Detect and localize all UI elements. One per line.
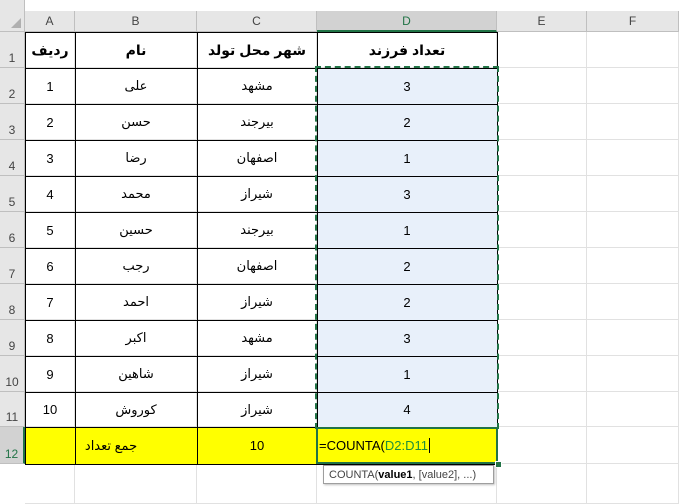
cell-radif[interactable]: 7 [46, 294, 54, 310]
formula-prefix: =COUNTA( [319, 438, 385, 453]
cell-name[interactable]: کوروش [115, 401, 157, 417]
cell-children[interactable]: 1 [403, 222, 411, 238]
row-header-3[interactable]: 3 [0, 104, 25, 140]
header-children[interactable]: تعداد فرزند [368, 41, 446, 58]
cell-radif[interactable]: 4 [46, 186, 54, 202]
cell-radif[interactable]: 3 [46, 150, 54, 166]
cell-children[interactable]: 2 [403, 294, 411, 310]
cell-city[interactable]: شیراز [241, 294, 273, 309]
cell-children[interactable]: 1 [403, 366, 411, 382]
row-header-4[interactable]: 4 [0, 140, 25, 176]
header-name[interactable]: نام [125, 41, 147, 58]
top-strip [0, 0, 679, 11]
cell-radif[interactable]: 8 [46, 330, 54, 346]
fill-handle[interactable] [495, 461, 502, 468]
cell-name[interactable]: رجب [122, 258, 150, 273]
row-header-7[interactable]: 7 [0, 248, 25, 284]
function-tooltip[interactable] [323, 465, 494, 484]
row-header-8[interactable]: 8 [0, 284, 25, 320]
cell-name[interactable]: احمد [123, 294, 149, 309]
cell-city[interactable]: بیرجند [240, 222, 274, 237]
cell-name[interactable]: علی [124, 78, 148, 93]
cell-radif[interactable]: 9 [46, 366, 54, 382]
total-count[interactable]: 10 [249, 438, 265, 453]
row-header-6[interactable]: 6 [0, 212, 25, 248]
cell-radif[interactable]: 1 [46, 78, 54, 94]
cell-radif[interactable]: 5 [46, 222, 54, 238]
row-header-11[interactable]: 11 [0, 392, 25, 427]
select-all-corner[interactable] [0, 0, 25, 32]
cell-radif[interactable]: 10 [42, 402, 58, 417]
formula-range-ref: D2:D11 [384, 438, 428, 453]
cell-name[interactable]: شاهین [118, 366, 154, 381]
cell-children[interactable]: 4 [403, 402, 411, 417]
cell-name[interactable]: اکبر [125, 330, 147, 345]
cell-city[interactable]: شیراز [241, 401, 273, 417]
cell-radif[interactable]: 2 [46, 114, 54, 130]
cell-d12-editing[interactable] [316, 427, 498, 464]
cell-name[interactable]: محمد [121, 186, 151, 201]
cell-children[interactable]: 2 [403, 258, 411, 274]
column-header-c[interactable]: C [197, 11, 317, 32]
header-radif[interactable]: ردیف [31, 41, 69, 58]
cell-city[interactable]: اصفهان [236, 150, 278, 165]
column-header-b[interactable]: B [75, 11, 197, 32]
cell-name[interactable]: حسین [119, 222, 153, 237]
cell-radif[interactable]: 6 [46, 258, 54, 274]
column-header-d[interactable]: D [317, 11, 497, 32]
cell-children[interactable]: 3 [403, 78, 411, 94]
cell-children[interactable]: 2 [403, 114, 411, 130]
cell-name[interactable]: حسن [121, 114, 151, 129]
tooltip-rest: , [value2], ...) [412, 468, 477, 481]
column-header-a[interactable]: A [25, 11, 75, 32]
cell-city[interactable]: اصفهان [236, 258, 278, 273]
cell-city[interactable]: مشهد [241, 78, 273, 93]
column-header-f[interactable]: F [587, 11, 679, 32]
total-label[interactable]: جمع تعداد [84, 437, 138, 453]
row-header-2[interactable]: 2 [0, 68, 25, 104]
cell-city[interactable]: مشهد [241, 330, 273, 345]
tooltip-arg1: value1 [378, 468, 413, 481]
row-header-12[interactable]: 12 [0, 427, 25, 464]
row-header-1[interactable]: 1 [0, 32, 25, 68]
cell-children[interactable]: 3 [403, 186, 411, 202]
cell-children[interactable]: 3 [403, 330, 411, 346]
header-city[interactable]: شهر محل تولد [207, 41, 307, 58]
cell-children[interactable]: 1 [403, 150, 411, 166]
cell-city[interactable]: بیرجند [240, 114, 274, 129]
cell-city[interactable]: شیراز [241, 366, 273, 381]
row-header-9[interactable]: 9 [0, 320, 25, 356]
column-header-e[interactable]: E [497, 11, 587, 32]
text-caret [429, 438, 430, 453]
tooltip-func: COUNTA( [329, 468, 379, 481]
cell-name[interactable]: رضا [125, 150, 147, 165]
row-header-10[interactable]: 10 [0, 356, 25, 392]
select-all-icon [11, 18, 21, 28]
row-header-5[interactable]: 5 [0, 176, 25, 212]
cell-city[interactable]: شیراز [241, 186, 273, 201]
